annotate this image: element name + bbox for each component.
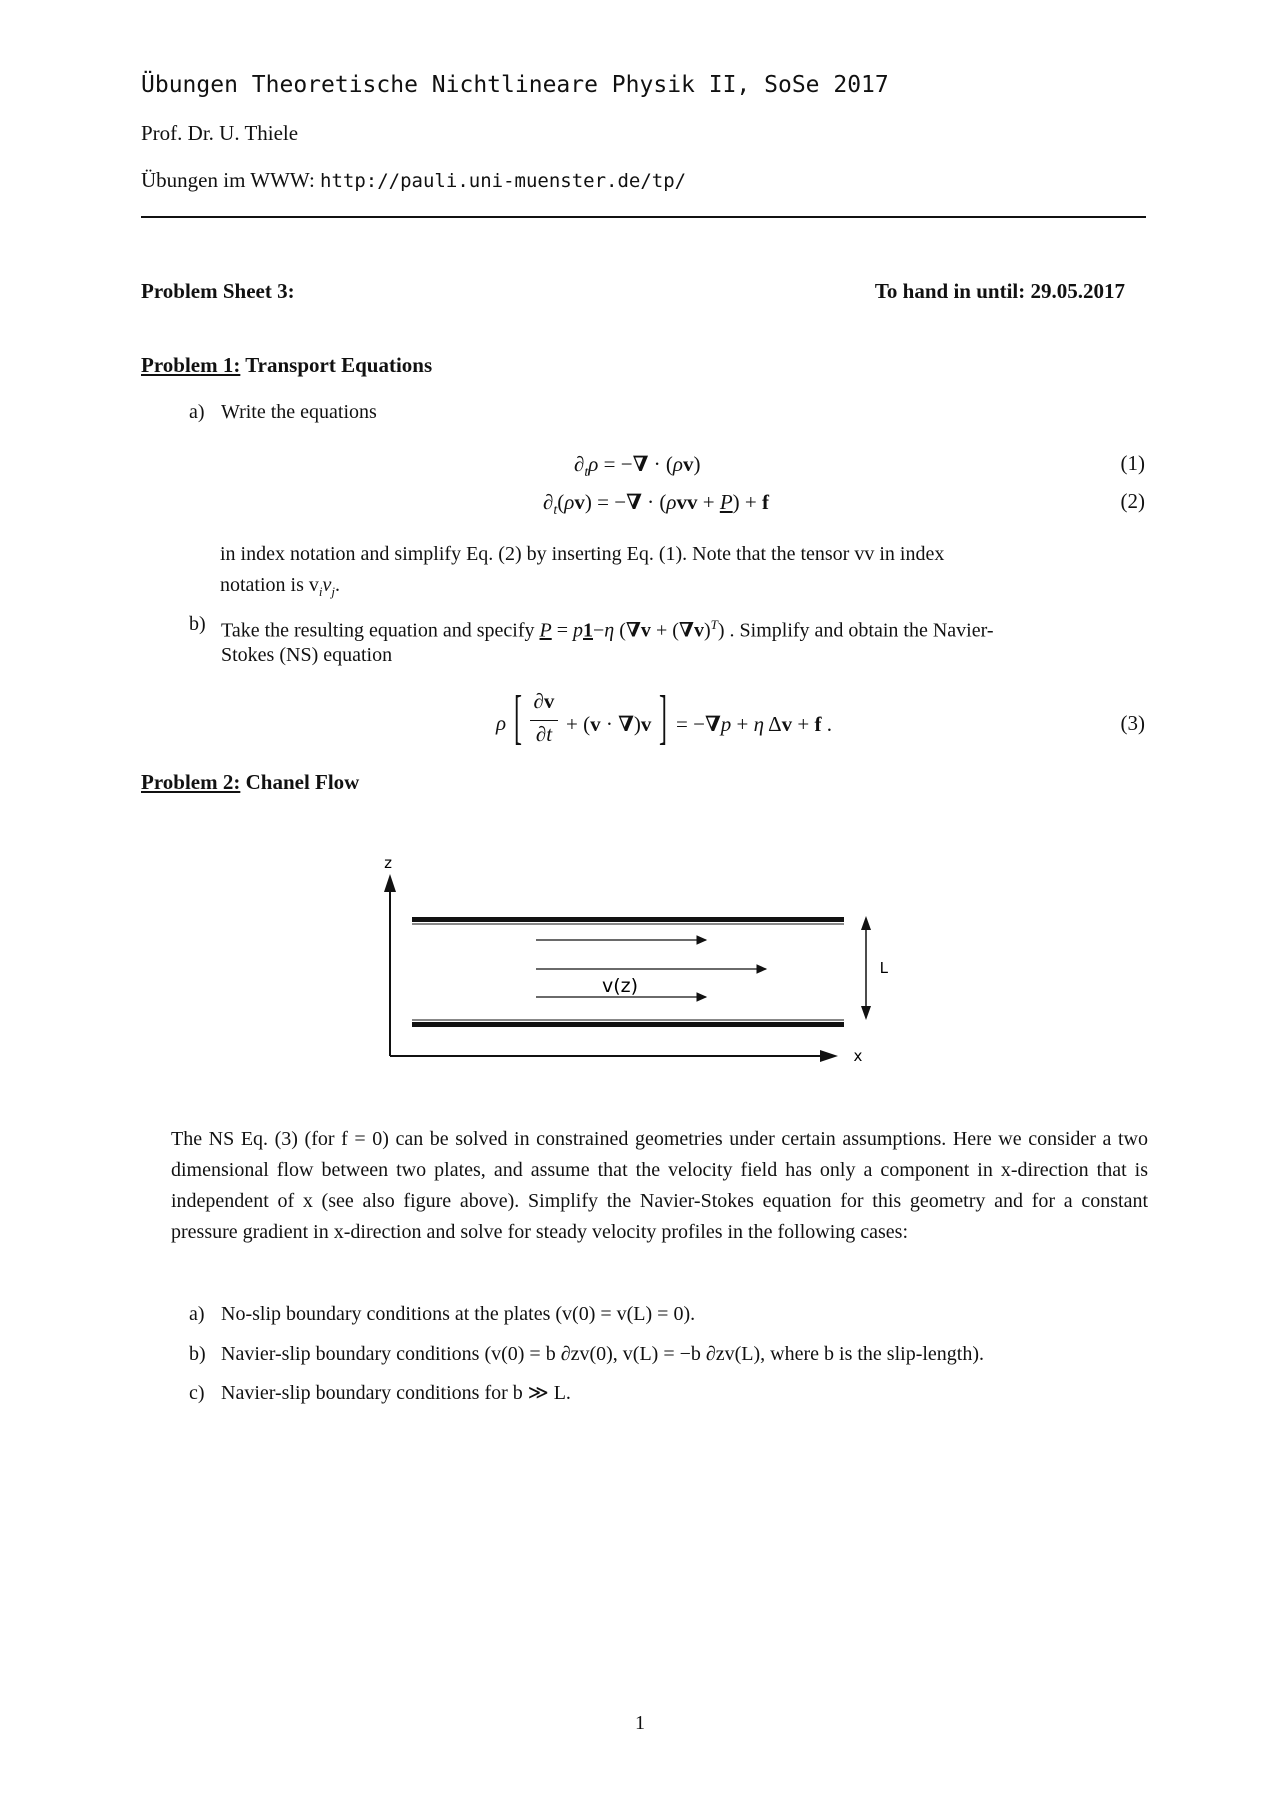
item-text: Navier-slip boundary conditions for b ≫ L. bbox=[221, 1382, 571, 1404]
due-date: To hand in until: 29.05.2017 bbox=[874, 279, 1125, 303]
problem1-note bbox=[220, 539, 1148, 607]
note-line-2: notation is $v_iv_j$. bbox=[220, 574, 341, 599]
web-line bbox=[141, 168, 686, 193]
page-number: 1 bbox=[635, 1712, 645, 1734]
sheet-header-title: Übungen Theoretische Nichtlineare Physik II, SoSe 2017 bbox=[141, 72, 889, 98]
problem1-item-a bbox=[189, 397, 1149, 428]
problem2-item-b bbox=[189, 1339, 1169, 1370]
item-label: c) bbox=[189, 1382, 205, 1404]
z-axis-label: z bbox=[384, 854, 392, 872]
problem1-item-b bbox=[189, 609, 1149, 671]
problem2-number: Problem 2: bbox=[141, 770, 241, 794]
item-text: Write the equations bbox=[221, 401, 377, 423]
item-label: a) bbox=[189, 401, 205, 423]
item-text: No-slip boundary conditions at the plates (v(0) = v(L) = 0). bbox=[221, 1303, 696, 1325]
equation-2: $\partial_t(\rho v)$ = −∇ · (ρvv + P) + f bbox=[543, 490, 769, 519]
item-label: b) bbox=[189, 613, 206, 635]
web-url-link[interactable]: http://pauli.uni-muenster.de/tp/ bbox=[320, 170, 687, 192]
equation-2-number: (2) bbox=[1120, 489, 1145, 513]
problem2-title: Chanel Flow bbox=[245, 770, 360, 794]
problem2-heading bbox=[141, 770, 359, 795]
item-text-line2: Stokes (NS) equation bbox=[221, 644, 393, 666]
item-text: Take the resulting equation and specify P = p1−η $(\nabla v + (\nabla v)^T)$ . Simplify and obtain the Navier- bbox=[221, 617, 994, 642]
L-arrowhead-up bbox=[861, 916, 871, 930]
header-rule bbox=[141, 216, 1146, 218]
top-plate bbox=[412, 917, 844, 922]
L-label: L bbox=[879, 959, 888, 977]
equation-1-number: (1) bbox=[1120, 451, 1145, 475]
problem2-paragraph: The NS Eq. (3) (for f = 0) can be solved in constrained geometries under certain assumptions. Here we consider a two dimensional flow between two plates, and assume that the velocity field has only a component in x-direction that is independent of x (see also figure above). Simplify the Navier-Stokes equation for this geometry and for a constant pressure gradient in x-direction and solve for steady velocity profiles in the following cases: bbox=[171, 1128, 1148, 1243]
item-text: Navier-slip boundary conditions (v(0) = b ∂zv(0), v(L) = −b ∂zv(L), where b is the slip-length). bbox=[221, 1343, 985, 1365]
z-axis-arrowhead bbox=[384, 874, 396, 892]
professor-name: Prof. Dr. U. Thiele bbox=[141, 121, 299, 145]
equation-3-number: (3) bbox=[1120, 711, 1145, 735]
problem2-item-c bbox=[189, 1378, 1169, 1409]
problem1-title: Transport Equations bbox=[245, 353, 433, 377]
equation-1: $\partial_t\rho$ = −∇ · (ρv) bbox=[574, 452, 701, 481]
x-axis-label: x bbox=[853, 1047, 863, 1065]
x-axis-arrowhead bbox=[820, 1050, 838, 1062]
bottom-plate bbox=[412, 1022, 844, 1027]
L-arrowhead-down bbox=[861, 1006, 871, 1020]
problem2-item-a bbox=[189, 1299, 1169, 1330]
item-label: b) bbox=[189, 1343, 206, 1365]
problem1-number: Problem 1: bbox=[141, 353, 241, 377]
note-line-1: in index notation and simplify Eq. (2) by inserting Eq. (1). Note that the tensor vv in index bbox=[220, 543, 945, 565]
channel-flow-figure bbox=[370, 850, 890, 1070]
item-label: a) bbox=[189, 1303, 205, 1325]
web-label: Übungen im WWW: bbox=[141, 168, 315, 192]
velocity-label: v(z) bbox=[601, 975, 639, 997]
problem1-heading bbox=[141, 353, 432, 378]
sheet-label: Problem Sheet 3: bbox=[141, 279, 295, 303]
